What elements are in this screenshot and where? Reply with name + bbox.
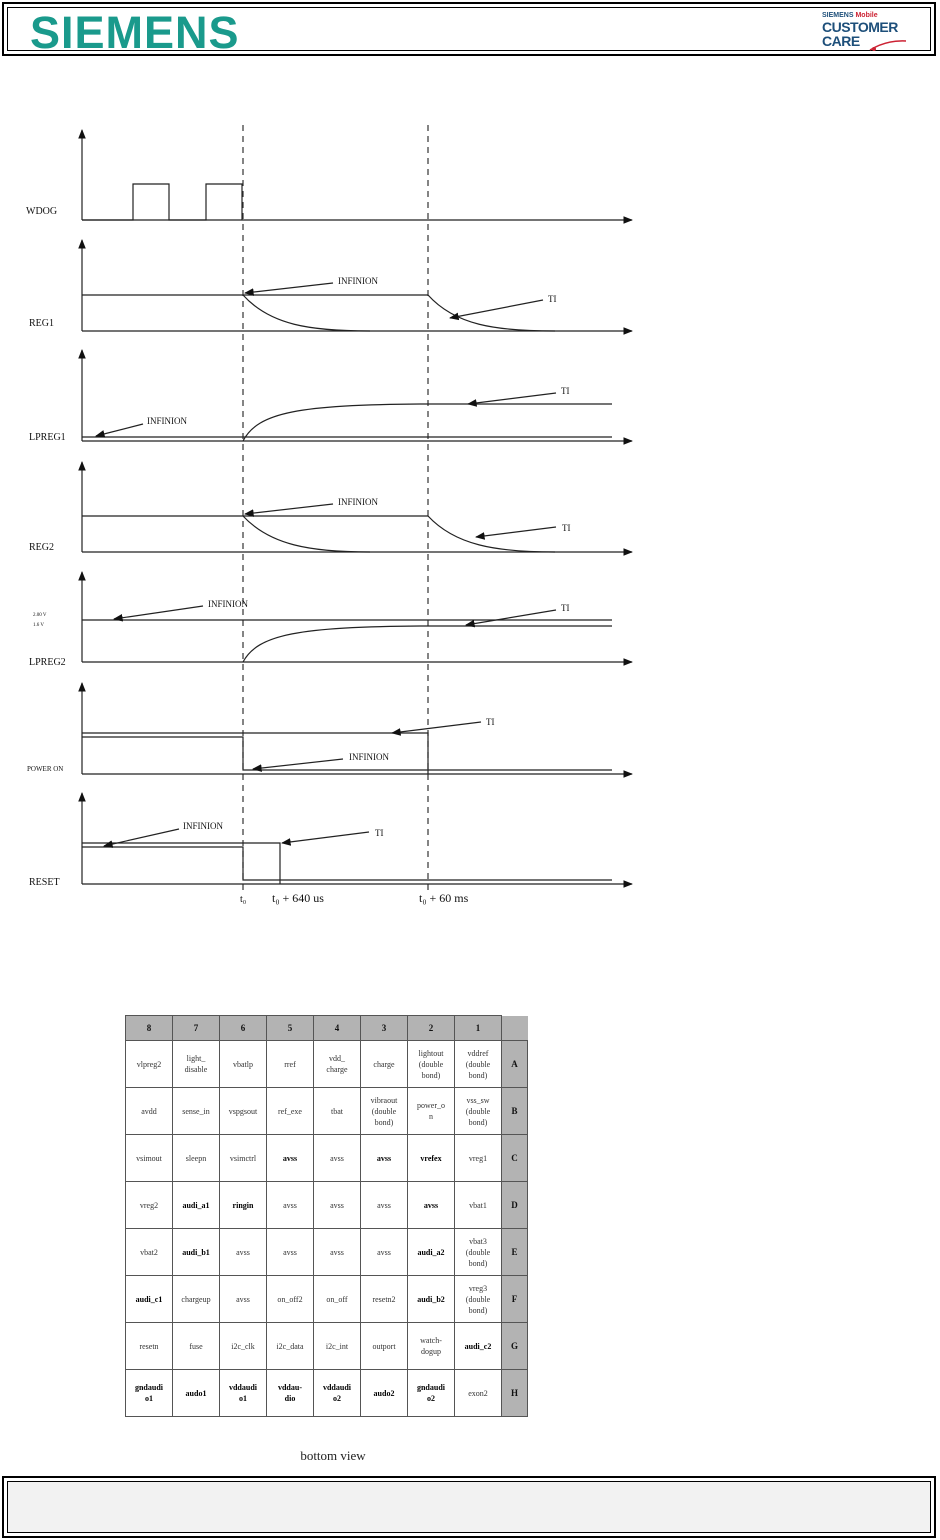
pin-name-line: chargeup bbox=[181, 1294, 211, 1304]
pin-cell bbox=[314, 1135, 361, 1182]
pin-cell bbox=[220, 1323, 267, 1370]
pin-cell bbox=[455, 1229, 502, 1276]
pin-cell bbox=[314, 1370, 361, 1417]
pinout-row bbox=[126, 1229, 528, 1276]
pin-cell bbox=[173, 1276, 220, 1323]
pin-cell bbox=[361, 1370, 408, 1417]
pin-name-line: (double bbox=[465, 1247, 491, 1257]
pin-name-line: n bbox=[429, 1112, 433, 1121]
pin-cell bbox=[455, 1135, 502, 1182]
pin-name-line: o2 bbox=[333, 1394, 341, 1403]
pin-cell bbox=[455, 1041, 502, 1088]
column-header: 2 bbox=[408, 1016, 455, 1041]
column-header: 6 bbox=[220, 1016, 267, 1041]
column-header: 7 bbox=[173, 1016, 220, 1041]
customer-care-line1: CUSTOMER bbox=[822, 19, 898, 35]
pin-name-line: vsimctrl bbox=[229, 1153, 257, 1163]
pin-cell bbox=[220, 1276, 267, 1323]
pin-name-line: lightout bbox=[418, 1048, 444, 1058]
pin-cell bbox=[126, 1088, 173, 1135]
pin-cell bbox=[314, 1041, 361, 1088]
column-header: 3 bbox=[361, 1016, 408, 1041]
pin-name-line: disable bbox=[184, 1065, 208, 1074]
pin-cell bbox=[267, 1370, 314, 1417]
reset-label: RESET bbox=[29, 877, 60, 888]
pin-name-line: vibraout bbox=[370, 1095, 398, 1105]
pin-cell bbox=[408, 1229, 455, 1276]
pin-name-line: avss bbox=[376, 1153, 392, 1163]
pin-name-line: vddref bbox=[467, 1048, 489, 1058]
pin-cell bbox=[408, 1323, 455, 1370]
pin-name-line: power_o bbox=[417, 1101, 445, 1110]
pin-name-line: vbatlp bbox=[233, 1059, 253, 1069]
pin-cell bbox=[408, 1088, 455, 1135]
row-label: A bbox=[502, 1041, 528, 1088]
pin-name-line: avss bbox=[236, 1247, 250, 1257]
pin-cell bbox=[314, 1182, 361, 1229]
pin-cell bbox=[220, 1041, 267, 1088]
pin-name-line: vbat1 bbox=[469, 1200, 487, 1210]
pin-name-line: o1 bbox=[239, 1394, 247, 1403]
t0-label: t₀ bbox=[240, 894, 247, 905]
pin-cell bbox=[361, 1276, 408, 1323]
t0-plus-640us-label: t₀ + 640 us bbox=[272, 891, 324, 905]
pin-cell bbox=[314, 1088, 361, 1135]
pin-name-line: avss bbox=[330, 1153, 344, 1163]
pin-cell bbox=[220, 1229, 267, 1276]
pin-cell bbox=[361, 1135, 408, 1182]
wdog-label: WDOG bbox=[26, 206, 58, 217]
pin-cell bbox=[267, 1088, 314, 1135]
pin-name-line: avss bbox=[283, 1200, 297, 1210]
pin-name-line: (double bbox=[465, 1294, 491, 1304]
lpreg2-signal bbox=[82, 572, 632, 662]
pin-cell bbox=[173, 1370, 220, 1417]
pin-name-line: audo1 bbox=[185, 1388, 207, 1398]
pin-cell bbox=[314, 1229, 361, 1276]
pin-cell bbox=[220, 1135, 267, 1182]
pin-cell bbox=[173, 1041, 220, 1088]
pin-name-line: on_off2 bbox=[277, 1294, 303, 1304]
pin-cell bbox=[267, 1229, 314, 1276]
pin-name-line: avdd bbox=[141, 1106, 157, 1116]
pin-name-line: vrefex bbox=[420, 1153, 442, 1163]
pin-cell bbox=[220, 1182, 267, 1229]
pin-name-line: vlpreg2 bbox=[136, 1059, 162, 1069]
pin-cell bbox=[126, 1229, 173, 1276]
reg2-infinion-label: INFINION bbox=[338, 497, 378, 507]
lpreg2-level-low: 1.6 V bbox=[33, 623, 45, 628]
pin-name-line: vddaudi bbox=[322, 1383, 352, 1392]
pin-cell bbox=[408, 1135, 455, 1182]
pinout-row bbox=[126, 1088, 528, 1135]
pin-name-line: charge bbox=[373, 1059, 395, 1069]
pin-cell bbox=[314, 1276, 361, 1323]
pinout-row bbox=[126, 1135, 528, 1182]
pin-name-line: on_off bbox=[326, 1294, 348, 1304]
pinout-row bbox=[126, 1323, 528, 1370]
pin-name-line: (double bbox=[465, 1059, 491, 1069]
pin-name-line: i2c_int bbox=[325, 1341, 349, 1351]
pin-cell bbox=[173, 1088, 220, 1135]
pin-name-line: dogup bbox=[421, 1347, 441, 1356]
pin-name-line: audi_c1 bbox=[135, 1294, 163, 1304]
reset-infinion-label: INFINION bbox=[183, 821, 223, 831]
t0-plus-60ms-label: t₀ + 60 ms bbox=[419, 891, 469, 905]
pin-name-line: exon2 bbox=[468, 1388, 488, 1398]
pin-name-line: audi_a1 bbox=[182, 1200, 210, 1210]
row-label: F bbox=[502, 1276, 528, 1323]
footer-inner-frame bbox=[7, 1481, 931, 1533]
pin-cell bbox=[408, 1370, 455, 1417]
column-header: 4 bbox=[314, 1016, 361, 1041]
row-label: G bbox=[502, 1323, 528, 1370]
pin-name-line: bond) bbox=[468, 1305, 488, 1315]
pinout-row bbox=[126, 1182, 528, 1229]
row-label: D bbox=[502, 1182, 528, 1229]
reset-ti-label: TI bbox=[375, 828, 384, 838]
mobile-text: Mobile bbox=[855, 12, 878, 19]
pin-name-line: (double bbox=[465, 1106, 491, 1116]
pin-name-line: sense_in bbox=[182, 1106, 210, 1116]
reg2-label: REG2 bbox=[29, 542, 54, 553]
pin-name-line: vreg2 bbox=[139, 1200, 159, 1210]
pin-name-line: resetn bbox=[139, 1341, 159, 1351]
pin-cell bbox=[267, 1276, 314, 1323]
wdog-signal bbox=[82, 130, 632, 220]
pin-cell bbox=[408, 1182, 455, 1229]
pin-name-line: vddaudi bbox=[228, 1383, 258, 1392]
pin-name-line: sleepn bbox=[185, 1153, 207, 1163]
pin-cell bbox=[455, 1276, 502, 1323]
pin-name-line: (double bbox=[418, 1059, 444, 1069]
reg1-label: REG1 bbox=[29, 318, 54, 329]
pin-name-line: vspgsout bbox=[228, 1106, 258, 1116]
siemens-logo: SIEMENS bbox=[30, 7, 240, 58]
pinout-table bbox=[125, 1015, 528, 1417]
power-on-ti-label: TI bbox=[486, 717, 495, 727]
reg2-signal bbox=[82, 462, 632, 552]
pin-name-line: watch- bbox=[420, 1336, 442, 1345]
lpreg1-ti-label: TI bbox=[561, 386, 570, 396]
reset-signal bbox=[82, 793, 632, 884]
pin-name-line: i2c_data bbox=[276, 1341, 304, 1351]
reg1-ti-label: TI bbox=[548, 294, 557, 304]
pin-name-line: avss bbox=[236, 1294, 250, 1304]
pin-cell bbox=[126, 1182, 173, 1229]
pin-cell bbox=[173, 1135, 220, 1182]
pinout-caption: bottom view bbox=[300, 1448, 366, 1463]
lpreg2-label: LPREG2 bbox=[29, 657, 66, 668]
pin-name-line: bond) bbox=[421, 1070, 441, 1080]
pin-name-line: fuse bbox=[189, 1341, 203, 1351]
pin-cell bbox=[455, 1323, 502, 1370]
pin-name-line: vsimout bbox=[136, 1153, 162, 1163]
pin-name-line: ringin bbox=[232, 1200, 254, 1210]
lpreg2-ti-label: TI bbox=[561, 603, 570, 613]
column-header: 1 bbox=[455, 1016, 502, 1041]
pin-cell bbox=[361, 1182, 408, 1229]
pinout-row bbox=[126, 1041, 528, 1088]
reg1-infinion-label: INFINION bbox=[338, 276, 378, 286]
pin-name-line: o1 bbox=[145, 1394, 153, 1403]
pinout-header-row bbox=[126, 1016, 528, 1041]
pin-cell bbox=[126, 1323, 173, 1370]
pin-name-line: bond) bbox=[468, 1258, 488, 1268]
page-footer bbox=[2, 1476, 936, 1538]
pin-cell bbox=[361, 1088, 408, 1135]
pin-name-line: bond) bbox=[468, 1117, 488, 1127]
pin-cell bbox=[173, 1182, 220, 1229]
pin-cell bbox=[455, 1182, 502, 1229]
pin-name-line: dio bbox=[284, 1394, 296, 1403]
table-corner bbox=[502, 1016, 528, 1041]
row-label: H bbox=[502, 1370, 528, 1417]
pin-cell bbox=[126, 1276, 173, 1323]
power-on-label: POWER ON bbox=[27, 765, 64, 773]
lpreg2-level-high: 2.00 V bbox=[33, 613, 47, 618]
pin-name-line: audi_b1 bbox=[182, 1247, 210, 1257]
pin-name-line: avss bbox=[330, 1247, 344, 1257]
pin-name-line: audi_c2 bbox=[464, 1341, 492, 1351]
pin-name-line: tbat bbox=[331, 1106, 343, 1116]
pin-name-line: avss bbox=[282, 1153, 298, 1163]
brand-text: SIEMENS bbox=[822, 12, 854, 19]
pinout-row bbox=[126, 1276, 528, 1323]
pin-name-line: ref_exe bbox=[278, 1106, 302, 1116]
row-label: C bbox=[502, 1135, 528, 1182]
pin-cell bbox=[455, 1088, 502, 1135]
customer-care-line2: CARE bbox=[822, 33, 860, 49]
pin-name-line: charge bbox=[326, 1065, 348, 1074]
pin-name-line: avss bbox=[283, 1247, 297, 1257]
pinout-row bbox=[126, 1370, 528, 1417]
pin-name-line: bond) bbox=[374, 1117, 394, 1127]
pin-name-line: vdd_ bbox=[329, 1054, 345, 1063]
pin-cell bbox=[126, 1370, 173, 1417]
pin-name-line: bond) bbox=[468, 1070, 488, 1080]
pin-name-line: gndaudi bbox=[134, 1383, 164, 1392]
pin-name-line: avss bbox=[330, 1200, 344, 1210]
column-header: 8 bbox=[126, 1016, 173, 1041]
pin-cell bbox=[361, 1229, 408, 1276]
pin-cell bbox=[173, 1323, 220, 1370]
pin-cell bbox=[361, 1041, 408, 1088]
pin-cell bbox=[455, 1370, 502, 1417]
pin-name-line: resetn2 bbox=[372, 1294, 396, 1304]
reg2-ti-label: TI bbox=[562, 523, 571, 533]
lpreg2-infinion-label: INFINION bbox=[208, 599, 248, 609]
pin-name-line: audi_a2 bbox=[417, 1247, 445, 1257]
pin-name-line: rref bbox=[284, 1059, 296, 1069]
lpreg1-signal bbox=[82, 350, 632, 441]
pin-name-line: i2c_clk bbox=[231, 1341, 255, 1351]
pin-cell bbox=[408, 1041, 455, 1088]
pin-name-line: audi_b2 bbox=[417, 1294, 445, 1304]
pin-name-line: light_ bbox=[186, 1054, 206, 1063]
lpreg1-infinion-label: INFINION bbox=[147, 416, 187, 426]
pin-cell bbox=[314, 1323, 361, 1370]
row-label: B bbox=[502, 1088, 528, 1135]
power-on-infinion-label: INFINION bbox=[349, 752, 389, 762]
pin-name-line: (double bbox=[371, 1106, 397, 1116]
pin-name-line: vss_sw bbox=[466, 1095, 490, 1105]
pin-cell bbox=[126, 1041, 173, 1088]
pin-name-line: avss bbox=[377, 1247, 391, 1257]
pin-cell bbox=[408, 1276, 455, 1323]
pin-cell bbox=[220, 1088, 267, 1135]
pin-cell bbox=[267, 1182, 314, 1229]
pin-name-line: vreg3 bbox=[468, 1283, 488, 1293]
pin-cell bbox=[126, 1135, 173, 1182]
pin-name-line: avss bbox=[377, 1200, 391, 1210]
pin-name-line: audo2 bbox=[373, 1388, 395, 1398]
column-header: 5 bbox=[267, 1016, 314, 1041]
pin-name-line: gndaudi bbox=[416, 1383, 446, 1392]
pin-name-line: o2 bbox=[427, 1394, 435, 1403]
lpreg1-label: LPREG1 bbox=[29, 432, 66, 443]
pin-name-line: avss bbox=[423, 1200, 439, 1210]
pin-cell bbox=[220, 1370, 267, 1417]
pin-name-line: outport bbox=[372, 1341, 396, 1351]
pin-name-line: vreg1 bbox=[468, 1153, 488, 1163]
pin-cell bbox=[267, 1041, 314, 1088]
pin-cell bbox=[361, 1323, 408, 1370]
pin-name-line: vddau- bbox=[277, 1383, 302, 1392]
pin-cell bbox=[267, 1323, 314, 1370]
row-label: E bbox=[502, 1229, 528, 1276]
pin-name-line: vbat3 bbox=[469, 1236, 487, 1246]
pin-cell bbox=[267, 1135, 314, 1182]
pin-name-line: vbat2 bbox=[140, 1247, 158, 1257]
pin-cell bbox=[173, 1229, 220, 1276]
